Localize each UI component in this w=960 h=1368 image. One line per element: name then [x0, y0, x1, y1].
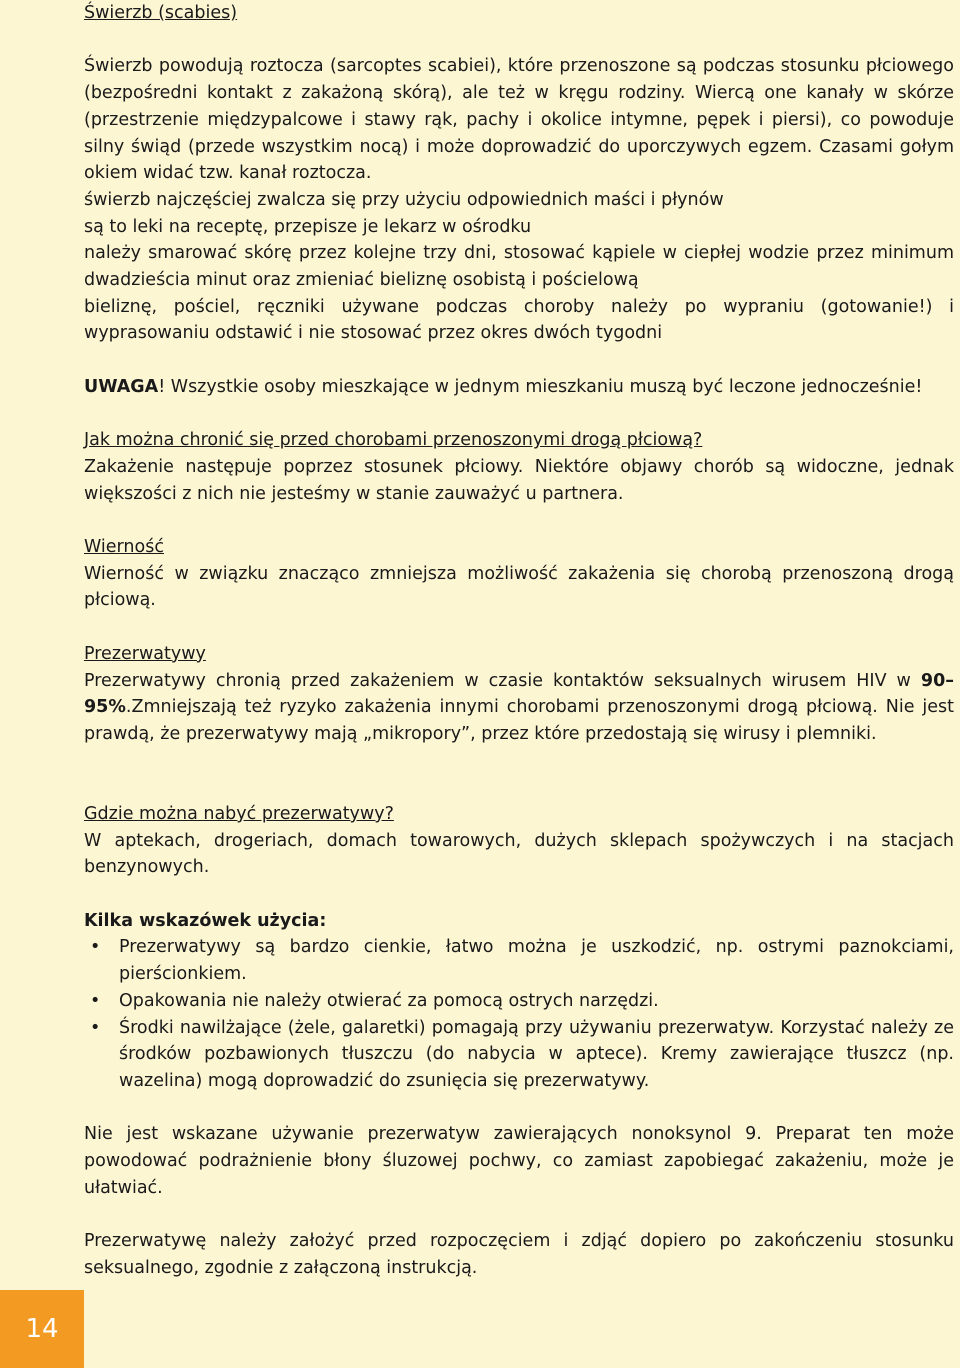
warning-text: ! Wszystkie osoby mieszkające w jednym mieszkaniu muszą być leczone jednocześnie!: [158, 376, 923, 397]
scabies-heading: Świerzb (scabies): [84, 3, 238, 23]
fidelity-text: Wierność w związku znacząco zmniejsza możliwość zakażenia się chorobą przenoszoną drogą płciową.: [84, 563, 954, 611]
scabies-treatment-line: świerzb najczęściej zwalcza się przy użyciu odpowiednich maści i płynów: [84, 189, 724, 210]
page-number-badge: 14: [0, 1290, 84, 1368]
condoms-percent: 90–95%: [84, 670, 954, 718]
condoms-text-after: .Zmniejszają też ryzyko zakażenia innymi chorobami przenoszonymi drogą płciową. Nie jest prawdą, że prezerwatywy mają „mikropory”, przez które przedostają się wirusy i plemniki.: [84, 697, 954, 744]
condoms-text: [84, 668, 954, 748]
bullet-icon: •: [90, 937, 101, 958]
list-item: [84, 1015, 954, 1095]
scabies-laundry-line: bieliznę, pościel, ręczniki używane podczas choroby należy po wypraniu (gotowanie!) i wyprasowaniu odstawić i nie stosować przez okres dwóch tygodni: [84, 296, 954, 344]
condoms-heading: Prezerwatywy: [84, 643, 206, 664]
tips-heading: Kilka wskazówek użycia:: [84, 910, 327, 931]
list-item-text: Opakowania nie należy otwierać za pomocą ostrych narzędzi.: [119, 990, 659, 1011]
list-item-text: Środki nawilżające (żele, galaretki) pomagają przy używaniu prezerwatyw. Korzystać należy ze środków pozbawionych tłuszczu (do nabycia w aptece). Kremy zawierające tłuszcz (np. wazelina) mogą doprowadzić do zsunięcia się prezerwatywy.: [119, 1017, 954, 1091]
bullet-icon: •: [90, 990, 101, 1011]
fidelity-heading: Wierność: [84, 537, 164, 557]
tips-list: [84, 934, 954, 1094]
document-body: [84, 0, 954, 1282]
nonoxynol-paragraph: Nie jest wskazane używanie prezerwatyw zawierających nonoksynol 9. Preparat ten może powodować podrażnienie błony śluzowej pochwy, co zamiast zapobiegać zakażeniu, może je ułatwiać.: [84, 1124, 954, 1198]
where-heading: Gdzie można nabyć prezerwatywy?: [84, 803, 394, 824]
warning-label: UWAGA: [84, 376, 159, 397]
list-item: [84, 934, 954, 987]
condoms-text-before: Prezerwatywy chronią przed zakażeniem w czasie kontaktów seksualnych wirusem HIV w: [84, 670, 921, 691]
list-item: [84, 988, 954, 1015]
protection-heading: Jak można chronić się przed chorobami przenoszonymi drogą płciową?: [84, 430, 703, 451]
where-text: W aptekach, drogeriach, domach towarowych, dużych sklepach spożywczych i na stacjach benzynowych.: [84, 830, 954, 878]
instruction-paragraph: Prezerwatywę należy założyć przed rozpoczęciem i zdjąć dopiero po zakończeniu stosunku seksualnego, zgodnie z załączoną instrukcją.: [84, 1231, 954, 1278]
scabies-intro: Świerzb powodują roztocza (sarcoptes scabiei), które przenoszone są podczas stosunku płciowego (bezpośredni kontakt z zakażoną skórą), ale też w kręgu rodziny. Wiercą one kanały w skórze (przestrzenie międzypalcowe i stawy rąk, pachy i okolice intymne, pępek i piersi), co powoduje silny świąd (przede wszystkim nocą) i może doprowadzić do uporczywych egzem. Czasami gołym okiem widać tzw. kanał roztocza.: [84, 56, 954, 184]
warning-paragraph: [84, 374, 954, 401]
bullet-icon: •: [90, 1017, 101, 1038]
scabies-prescription-line: są to leki na receptę, przepisze je lekarz w ośrodku: [84, 216, 532, 237]
protection-text: Zakażenie następuje poprzez stosunek płciowy. Niektóre objawy chorób są widoczne, jednak większości z nich nie jesteśmy w stanie zauważyć u partnera.: [84, 456, 954, 504]
list-item-text: Prezerwatywy są bardzo cienkie, łatwo można je uszkodzić, np. ostrymi paznokciami, pierścionkiem.: [119, 937, 954, 985]
scabies-application-line: należy smarować skórę przez kolejne trzy dni, stosować kąpiele w ciepłej wodzie przez minimum dwadzieścia minut oraz zmieniać bieliznę osobistą i pościelową: [84, 243, 954, 291]
